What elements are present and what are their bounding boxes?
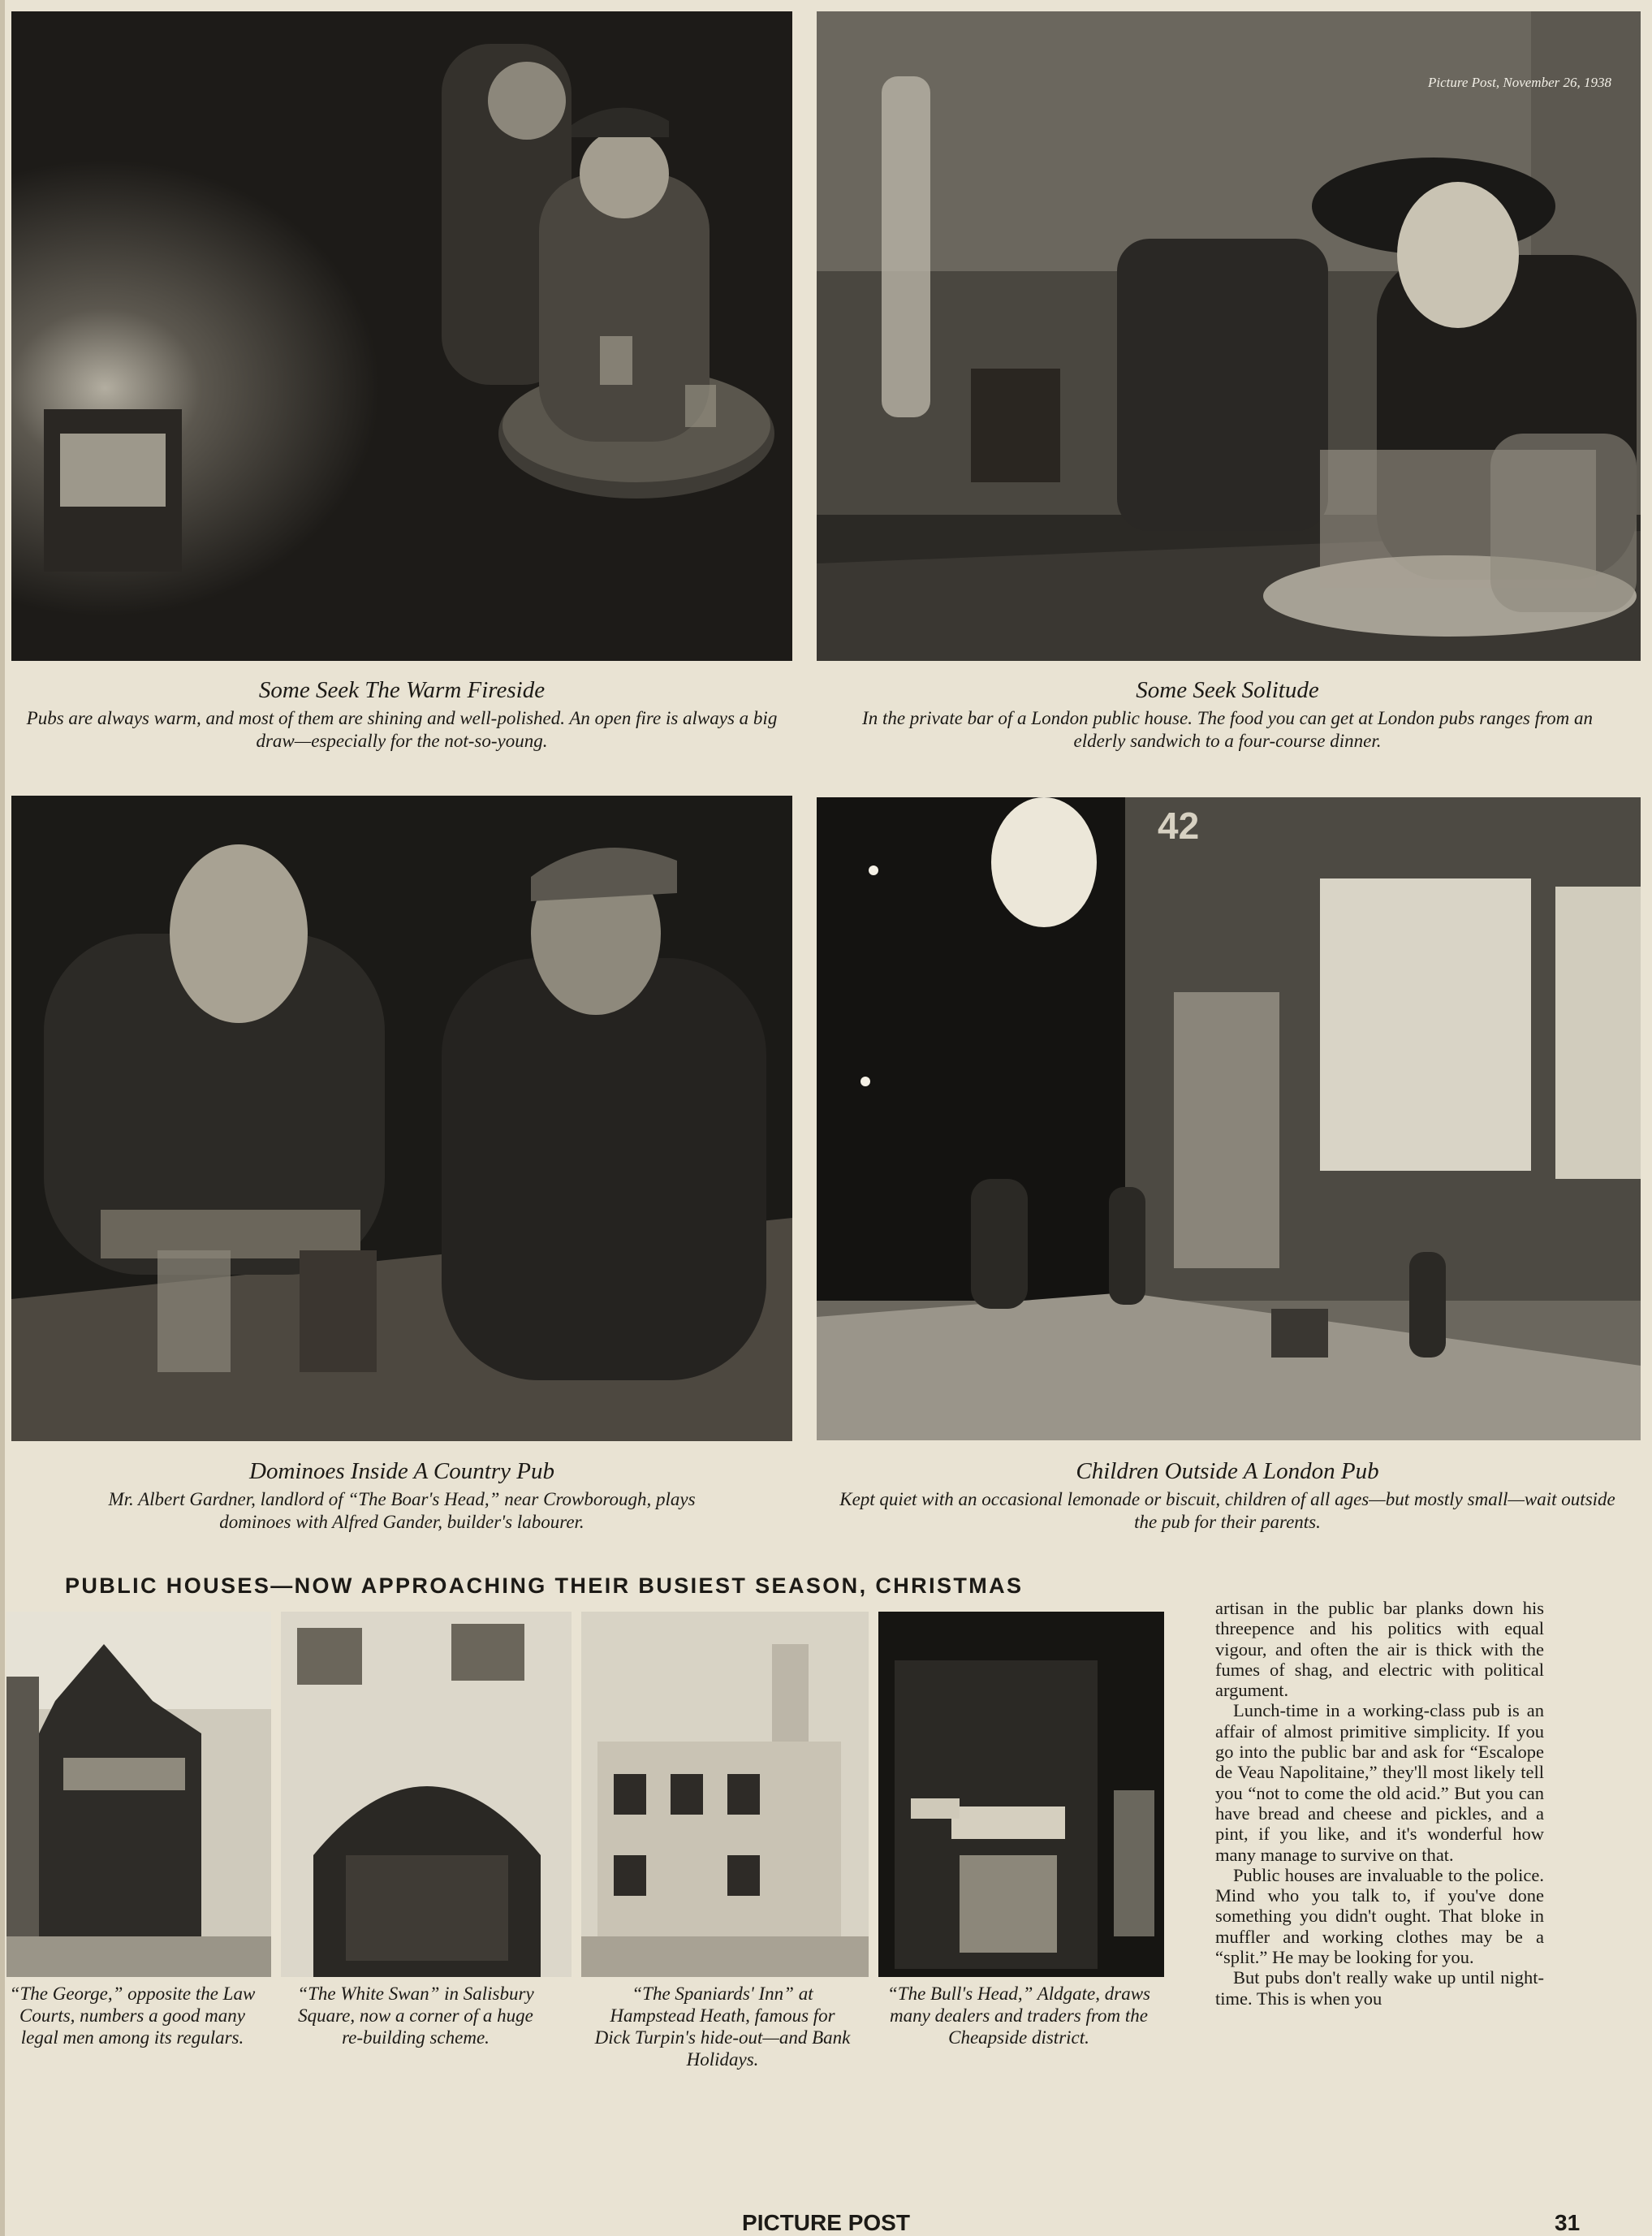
magazine-title: PICTURE POST [742,2210,910,2235]
caption-dominoes [24,1457,779,1534]
article-paragraph: artisan in the public bar planks down his threepence and his politics with equal vigour, and often the air is thick with the fumes of shag, and electric with political argument. [1215,1598,1544,1701]
pub-sign-number: 42 [1158,805,1200,847]
page-gutter [0,0,5,2236]
article-paragraph: But pubs don't really wake up until night-time. This is when you [1215,1967,1544,2009]
article-paragraph: Public houses are invaluable to the police. Mind who you talk to, if you've done something you didn't ought. That bloke in muffler and working clothes may be a “split.” He may be looking for you. [1215,1864,1544,1968]
photo-the-george [6,1612,271,1977]
caption-body: Pubs are always warm, and most of them are shining and well-polished. An open fire is always a big draw—especially for the not-so-young. [26,708,778,751]
caption-the-bulls-head: “The Bull's Head,” Aldgate, draws many dealers and traders from the Cheapside district. [887,1983,1150,2048]
photo-dominoes [11,796,792,1441]
caption-body: Mr. Albert Gardner, landlord of “The Boar's Head,” near Crowborough, plays dominoes with Alfred Gander, builder's labourer. [108,1489,696,1532]
caption-the-george: “The George,” opposite the Law Courts, numbers a good many legal men among its regulars. [9,1983,256,2048]
caption-title: Children Outside A London Pub [1076,1458,1379,1484]
dateline: Picture Post, November 26, 1938 [1428,75,1611,90]
caption-children [822,1457,1633,1534]
caption-title: Some Seek The Warm Fireside [258,677,546,703]
photo-fireside [11,11,792,661]
caption-body: Kept quiet with an occasional lemonade or biscuit, children of all ages—but mostly small—wait outside the pub for their parents. [839,1489,1615,1532]
page-number: 31 [1555,2210,1581,2235]
photo-children [817,797,1641,1440]
caption-body: In the private bar of a London public house. The food you can get at London pubs ranges from an elderly sandwich to a four-course dinner. [862,708,1593,751]
caption-fireside [24,676,779,753]
caption-title: Some Seek Solitude [1136,677,1319,703]
caption-the-white-swan: “The White Swan” in Salisbury Square, now a corner of a huge re-building scheme. [297,1983,534,2048]
photo-the-bulls-head [878,1612,1164,1977]
photo-solitude [817,11,1641,661]
photo-the-white-swan [281,1612,572,1977]
article-body [1215,1598,1544,2009]
section-headline: PUBLIC HOUSES—NOW APPROACHING THEIR BUSIEST SEASON, CHRISTMAS [65,1573,1024,1598]
caption-solitude [822,676,1633,753]
article-paragraph: Lunch-time in a working-class pub is an affair of almost primitive simplicity. If you go into the public bar and ask for “Escalope de Veau Napolitaine,” they'll most likely tell you “not to come the old acid.” But you can have bread and cheese and pickles, and a pint, if you like, and it's wonderful how many manage to survive on that. [1215,1700,1544,1865]
photo-the-spaniards-inn [581,1612,869,1977]
caption-the-spaniards-inn: “The Spaniards' Inn” at Hampstead Heath, famous for Dick Turpin's hide-out—and Bank Holidays. [594,1983,851,2070]
caption-title: Dominoes Inside A Country Pub [249,1458,554,1484]
